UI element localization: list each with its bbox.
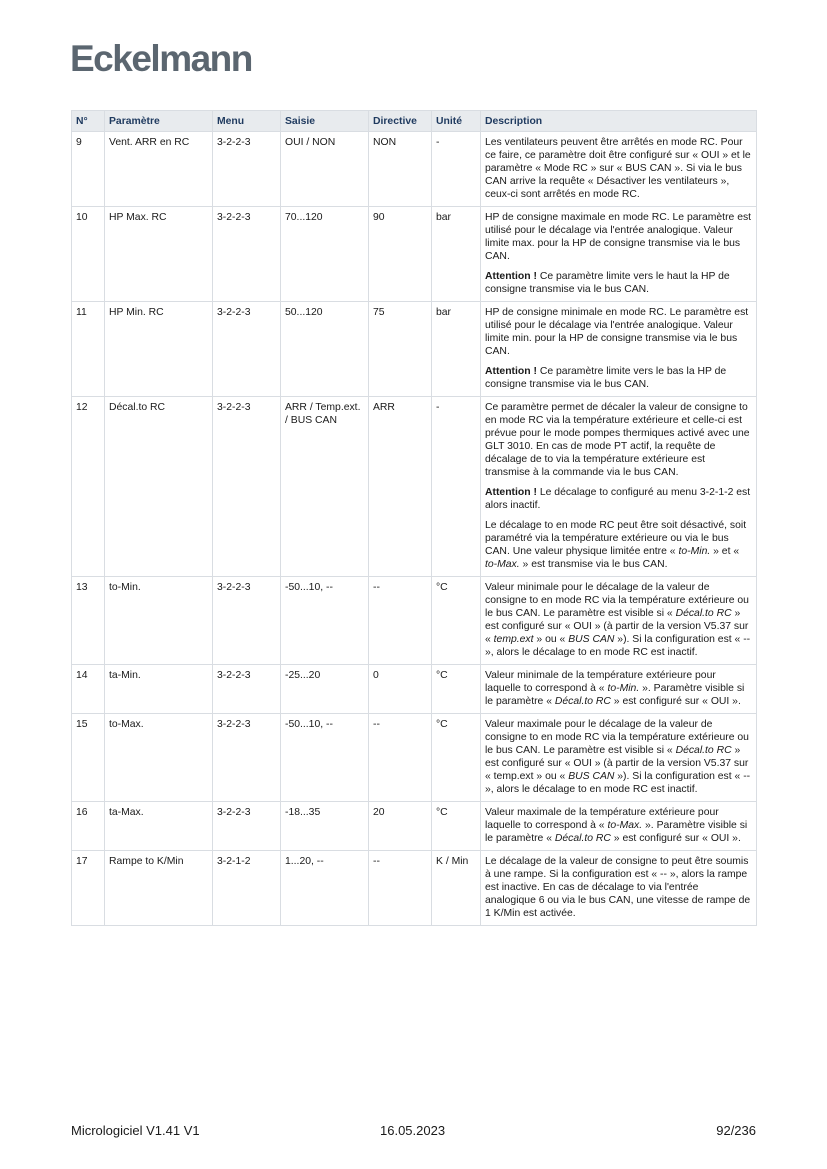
header-no: N° bbox=[72, 111, 105, 132]
cell-description bbox=[481, 714, 757, 802]
cell-directive: 20 bbox=[369, 802, 432, 851]
cell-description bbox=[481, 132, 757, 207]
italic-run: to-Min. bbox=[678, 546, 711, 557]
cell-saisie: 50...120 bbox=[281, 302, 369, 397]
italic-run: BUS CAN bbox=[568, 634, 615, 645]
italic-run: to-Max. bbox=[485, 559, 520, 570]
table-row bbox=[72, 714, 757, 802]
cell-no: 12 bbox=[72, 397, 105, 577]
italic-run: Décal.to RC bbox=[675, 608, 732, 619]
cell-unite: °C bbox=[432, 577, 481, 665]
header-saisie: Saisie bbox=[281, 111, 369, 132]
cell-directive: -- bbox=[369, 851, 432, 926]
header-param: Paramètre bbox=[105, 111, 213, 132]
italic-run: Décal.to RC bbox=[675, 745, 732, 756]
cell-description bbox=[481, 851, 757, 926]
cell-param: HP Min. RC bbox=[105, 302, 213, 397]
text-run: » est configuré sur « OUI » (à partir de la version V5.37 sur « bbox=[485, 608, 749, 645]
table-row bbox=[72, 851, 757, 926]
cell-description bbox=[481, 397, 757, 577]
cell-directive: -- bbox=[369, 714, 432, 802]
attention-text: Le décalage to configuré au menu 3-2-1-2 est alors inactif. bbox=[485, 487, 751, 511]
text-run: » et « bbox=[710, 546, 740, 557]
text-run: » est transmise via le bus CAN. bbox=[519, 559, 668, 570]
attention-label: Attention ! bbox=[485, 366, 537, 377]
cell-unite: bar bbox=[432, 207, 481, 302]
cell-directive: 75 bbox=[369, 302, 432, 397]
cell-unite: °C bbox=[432, 714, 481, 802]
attention-note bbox=[485, 270, 752, 296]
cell-unite: °C bbox=[432, 802, 481, 851]
cell-no: 11 bbox=[72, 302, 105, 397]
cell-saisie: OUI / NON bbox=[281, 132, 369, 207]
cell-param: ta-Max. bbox=[105, 802, 213, 851]
cell-description bbox=[481, 207, 757, 302]
footer-firmware-version: Micrologiciel V1.41 V1 bbox=[71, 1123, 200, 1138]
cell-description bbox=[481, 665, 757, 714]
cell-param: HP Max. RC bbox=[105, 207, 213, 302]
cell-menu: 3-2-2-3 bbox=[213, 302, 281, 397]
cell-menu: 3-2-2-3 bbox=[213, 714, 281, 802]
attention-text: Ce paramètre limite vers le haut la HP de consigne transmise via le bus CAN. bbox=[485, 271, 730, 295]
attention-text: Ce paramètre limite vers le bas la HP de consigne transmise via le bus CAN. bbox=[485, 366, 727, 390]
description-text: HP de consigne minimale en mode RC. Le paramètre est utilisé pour le décalage via l'entrée analogique. Valeur limite min. pour la HP de consigne transmise via le bus CAN. bbox=[485, 307, 749, 357]
cell-description bbox=[481, 302, 757, 397]
table-row bbox=[72, 802, 757, 851]
cell-no: 17 bbox=[72, 851, 105, 926]
cell-saisie: -25...20 bbox=[281, 665, 369, 714]
italic-run: BUS CAN bbox=[568, 771, 615, 782]
cell-directive: -- bbox=[369, 577, 432, 665]
parameter-table bbox=[71, 110, 757, 926]
cell-menu: 3-2-2-3 bbox=[213, 207, 281, 302]
table-row bbox=[72, 397, 757, 577]
header-description: Description bbox=[481, 111, 757, 132]
cell-menu: 3-2-2-3 bbox=[213, 132, 281, 207]
cell-saisie: -50...10, -- bbox=[281, 714, 369, 802]
cell-menu: 3-2-2-3 bbox=[213, 802, 281, 851]
table-row bbox=[72, 207, 757, 302]
table-row bbox=[72, 132, 757, 207]
description-text bbox=[485, 806, 752, 845]
description-text: HP de consigne maximale en mode RC. Le paramètre est utilisé pour le décalage via l'entrée analogique. Valeur limite max. pour la HP de consigne transmise via le bus CAN. bbox=[485, 212, 752, 262]
table-header-row bbox=[72, 111, 757, 132]
text-run: Valeur maximale de la température extérieure pour laquelle to correspond à « bbox=[485, 807, 719, 831]
cell-param: to-Max. bbox=[105, 714, 213, 802]
table-row bbox=[72, 577, 757, 665]
cell-unite: °C bbox=[432, 665, 481, 714]
cell-no: 16 bbox=[72, 802, 105, 851]
cell-menu: 3-2-2-3 bbox=[213, 665, 281, 714]
footer-page-number: 92/236 bbox=[716, 1123, 756, 1138]
cell-saisie: 70...120 bbox=[281, 207, 369, 302]
description-text: Le décalage de la valeur de consigne to peut être soumis à une rampe. Si la configuration est « -- », alors la rampe est inactive. En cas de décalage to via l'entrée analogique 6 ou via le bus CAN, une vitesse de rampe de 1 K/Min est activée. bbox=[485, 856, 751, 919]
cell-no: 10 bbox=[72, 207, 105, 302]
cell-description bbox=[481, 577, 757, 665]
cell-menu: 3-2-2-3 bbox=[213, 577, 281, 665]
italic-run: to-Min. bbox=[607, 683, 640, 694]
text-run: Le décalage to en mode RC peut être soit désactivé, soit paramétré via la température extérieure ou via le bus CAN. Une valeur physique limitée entre « bbox=[485, 520, 747, 557]
cell-directive: NON bbox=[369, 132, 432, 207]
text-run: Valeur maximale pour le décalage de la valeur de consigne to en mode RC via la température extérieure ou le bus CAN. Le paramètre est visible si « bbox=[485, 719, 749, 756]
attention-label: Attention ! bbox=[485, 487, 537, 498]
attention-note bbox=[485, 365, 752, 391]
header-unite: Unité bbox=[432, 111, 481, 132]
eckelmann-logo: Eckelmann bbox=[70, 38, 252, 79]
cell-saisie: -50...10, -- bbox=[281, 577, 369, 665]
text-run: » est configuré sur « OUI ». bbox=[610, 696, 741, 707]
text-run: » est configuré sur « OUI ». bbox=[610, 833, 741, 844]
description-extra bbox=[485, 519, 752, 571]
text-run: Valeur minimale pour le décalage de la valeur de consigne to en mode RC via la température extérieure ou le bus CAN. Le paramètre est visible si « bbox=[485, 582, 749, 619]
cell-description bbox=[481, 802, 757, 851]
cell-saisie: ARR / Temp.ext. / BUS CAN bbox=[281, 397, 369, 577]
description-text: Ce paramètre permet de décaler la valeur de consigne to en mode RC via la température extérieure et celle-ci est prévue pour le mode pompes thermiques activé avec une GLT 3010. En cas de mode PT actif, la requête de décalage de to via la température extérieure est transmise à la commande via le bus CAN. bbox=[485, 402, 750, 478]
italic-run: temp.ext bbox=[493, 634, 534, 645]
text-run: »). Si la configuration est « -- », alors le décalage to en mode RC est inactif. bbox=[485, 634, 751, 658]
header-directive: Directive bbox=[369, 111, 432, 132]
text-run: »). Si la configuration est « -- », alors le décalage to en mode RC est inactif. bbox=[485, 771, 751, 795]
cell-no: 14 bbox=[72, 665, 105, 714]
cell-unite: - bbox=[432, 397, 481, 577]
description-text bbox=[485, 718, 752, 796]
header-menu: Menu bbox=[213, 111, 281, 132]
text-run: Valeur minimale de la température extérieure pour laquelle to correspond à « bbox=[485, 670, 716, 694]
cell-saisie: 1...20, -- bbox=[281, 851, 369, 926]
cell-param: Rampe to K/Min bbox=[105, 851, 213, 926]
cell-unite: - bbox=[432, 132, 481, 207]
footer-date: 16.05.2023 bbox=[380, 1123, 446, 1138]
cell-param: to-Min. bbox=[105, 577, 213, 665]
cell-unite: K / Min bbox=[432, 851, 481, 926]
cell-param: Vent. ARR en RC bbox=[105, 132, 213, 207]
italic-run: Décal.to RC bbox=[554, 696, 611, 707]
description-text bbox=[485, 581, 752, 659]
description-text: Les ventilateurs peuvent être arrêtés en mode RC. Pour ce faire, ce paramètre doit être configuré sur « OUI » et le paramètre « Mode RC » sur « BUS CAN ». Si via le bus CAN arrive la requête « Désactiver les ventilateurs », ceux-ci sont arrêtés en mode RC. bbox=[485, 137, 751, 200]
italic-run: Décal.to RC bbox=[554, 833, 611, 844]
cell-no: 9 bbox=[72, 132, 105, 207]
cell-param: Décal.to RC bbox=[105, 397, 213, 577]
cell-param: ta-Min. bbox=[105, 665, 213, 714]
italic-run: to-Max. bbox=[607, 820, 643, 831]
cell-unite: bar bbox=[432, 302, 481, 397]
cell-directive: ARR bbox=[369, 397, 432, 577]
table-row bbox=[72, 302, 757, 397]
cell-directive: 90 bbox=[369, 207, 432, 302]
table-row bbox=[72, 665, 757, 714]
cell-no: 13 bbox=[72, 577, 105, 665]
cell-menu: 3-2-2-3 bbox=[213, 397, 281, 577]
attention-label: Attention ! bbox=[485, 271, 537, 282]
cell-no: 15 bbox=[72, 714, 105, 802]
text-run: ». Paramètre visible si le paramètre « bbox=[485, 683, 745, 707]
attention-note bbox=[485, 486, 752, 512]
description-text bbox=[485, 669, 752, 708]
text-run: » est configuré sur « OUI » (à partir de la version V5.37 sur « temp.ext » ou « bbox=[485, 745, 749, 782]
cell-menu: 3-2-1-2 bbox=[213, 851, 281, 926]
text-run: » ou « bbox=[533, 634, 569, 645]
cell-directive: 0 bbox=[369, 665, 432, 714]
cell-saisie: -18...35 bbox=[281, 802, 369, 851]
text-run: ». Paramètre visible si le paramètre « bbox=[485, 820, 748, 844]
